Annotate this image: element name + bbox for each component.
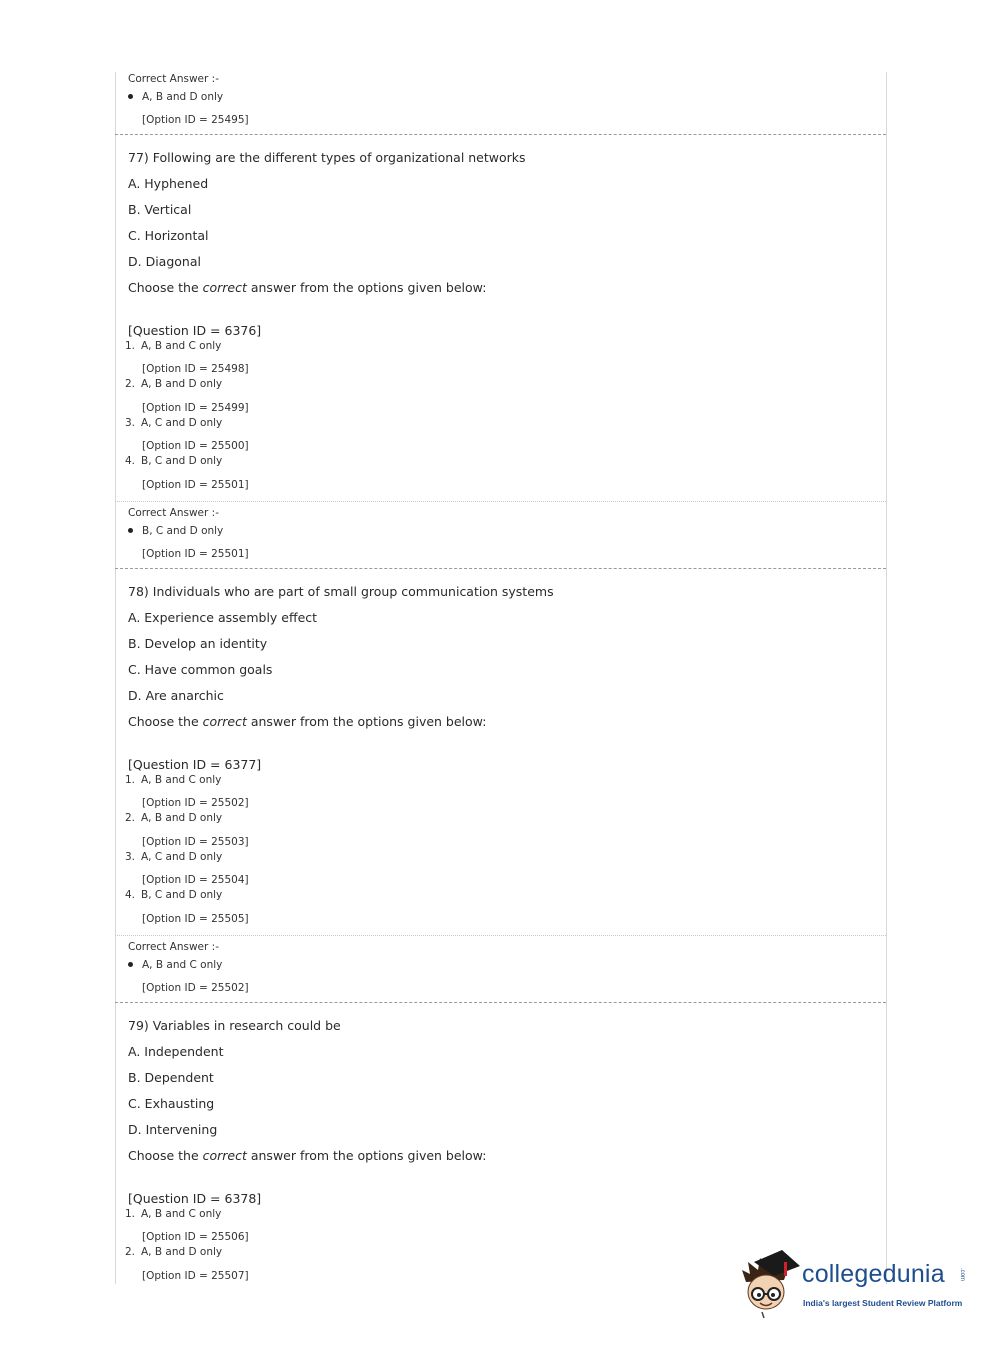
statement-b: B. Vertical: [128, 202, 192, 217]
option-4-id: [Option ID = 25501]: [142, 479, 249, 491]
mascot-graduation-cap-icon: [740, 1248, 802, 1323]
statement-a: A. Independent: [128, 1044, 224, 1059]
option-2: 2. A, B and D only: [125, 378, 223, 390]
question-id: [Question ID = 6378]: [128, 1191, 262, 1206]
statement-a: A. Experience assembly effect: [128, 610, 318, 625]
option-3: 3. A, C and D only: [125, 417, 223, 429]
option-2-id: [Option ID = 25499]: [142, 402, 249, 414]
collegedunia-logo: [740, 1248, 980, 1323]
statement-c: C. Have common goals: [128, 662, 273, 677]
statement-d: D. Intervening: [128, 1122, 218, 1137]
answer-divider: [115, 501, 886, 502]
option-1: 1. A, B and C only: [125, 340, 222, 352]
document-frame: [115, 72, 887, 1284]
question-id: [Question ID = 6377]: [128, 757, 262, 772]
option-3: 3. A, C and D only: [125, 851, 223, 863]
option-4-id: [Option ID = 25505]: [142, 913, 249, 925]
logo-suffix: .com: [959, 1268, 965, 1282]
instruction: Choose the correct answer from the options given below:: [128, 1148, 487, 1163]
question-text: 77) Following are the different types of organizational networks: [128, 150, 526, 165]
statement-b: B. Dependent: [128, 1070, 214, 1085]
statement-b: B. Develop an identity: [128, 636, 268, 651]
option-3-id: [Option ID = 25500]: [142, 440, 249, 452]
option-id: [Option ID = 25501]: [142, 548, 249, 560]
option-id: [Option ID = 25502]: [142, 982, 249, 994]
bullet-icon: [128, 94, 133, 99]
correct-answer-value: B, C and D only: [128, 525, 223, 537]
statement-a: A. Hyphened: [128, 176, 209, 191]
option-1-id: [Option ID = 25498]: [142, 363, 249, 375]
instruction: Choose the correct answer from the options given below:: [128, 280, 487, 295]
statement-d: D. Are anarchic: [128, 688, 224, 703]
option-1-id: [Option ID = 25502]: [142, 797, 249, 809]
instruction: Choose the correct answer from the options given below:: [128, 714, 487, 729]
option-1: 1. A, B and C only: [125, 774, 222, 786]
statement-c: C. Exhausting: [128, 1096, 215, 1111]
correct-answer-value: A, B and D only: [128, 91, 223, 103]
option-3-id: [Option ID = 25504]: [142, 874, 249, 886]
correct-answer-label: Correct Answer :-: [128, 507, 219, 519]
statement-c: C. Horizontal: [128, 228, 209, 243]
option-2: 2. A, B and D only: [125, 812, 223, 824]
bullet-icon: [128, 962, 133, 967]
option-id: [Option ID = 25495]: [142, 114, 249, 126]
bullet-icon: [128, 528, 133, 533]
question-text: 79) Variables in research could be: [128, 1018, 341, 1033]
logo-wordmark: collegedunia: [802, 1260, 945, 1288]
option-1-id: [Option ID = 25506]: [142, 1231, 249, 1243]
statement-d: D. Diagonal: [128, 254, 201, 269]
option-4: 4. B, C and D only: [125, 455, 223, 467]
answer-divider: [115, 935, 886, 936]
option-4: 4. B, C and D only: [125, 889, 223, 901]
correct-answer-label: Correct Answer :-: [128, 941, 219, 953]
question-divider: [115, 134, 886, 135]
option-2-id: [Option ID = 25507]: [142, 1270, 249, 1282]
option-2: 2. A, B and D only: [125, 1246, 223, 1258]
question-id: [Question ID = 6376]: [128, 323, 262, 338]
option-1: 1. A, B and C only: [125, 1208, 222, 1220]
option-2-id: [Option ID = 25503]: [142, 836, 249, 848]
correct-answer-value: A, B and C only: [128, 959, 222, 971]
logo-tagline: India's largest Student Review Platform: [803, 1298, 963, 1308]
question-divider: [115, 1002, 886, 1003]
correct-answer-label: Correct Answer :-: [128, 73, 219, 85]
question-text: 78) Individuals who are part of small group communication systems: [128, 584, 554, 599]
question-divider: [115, 568, 886, 569]
